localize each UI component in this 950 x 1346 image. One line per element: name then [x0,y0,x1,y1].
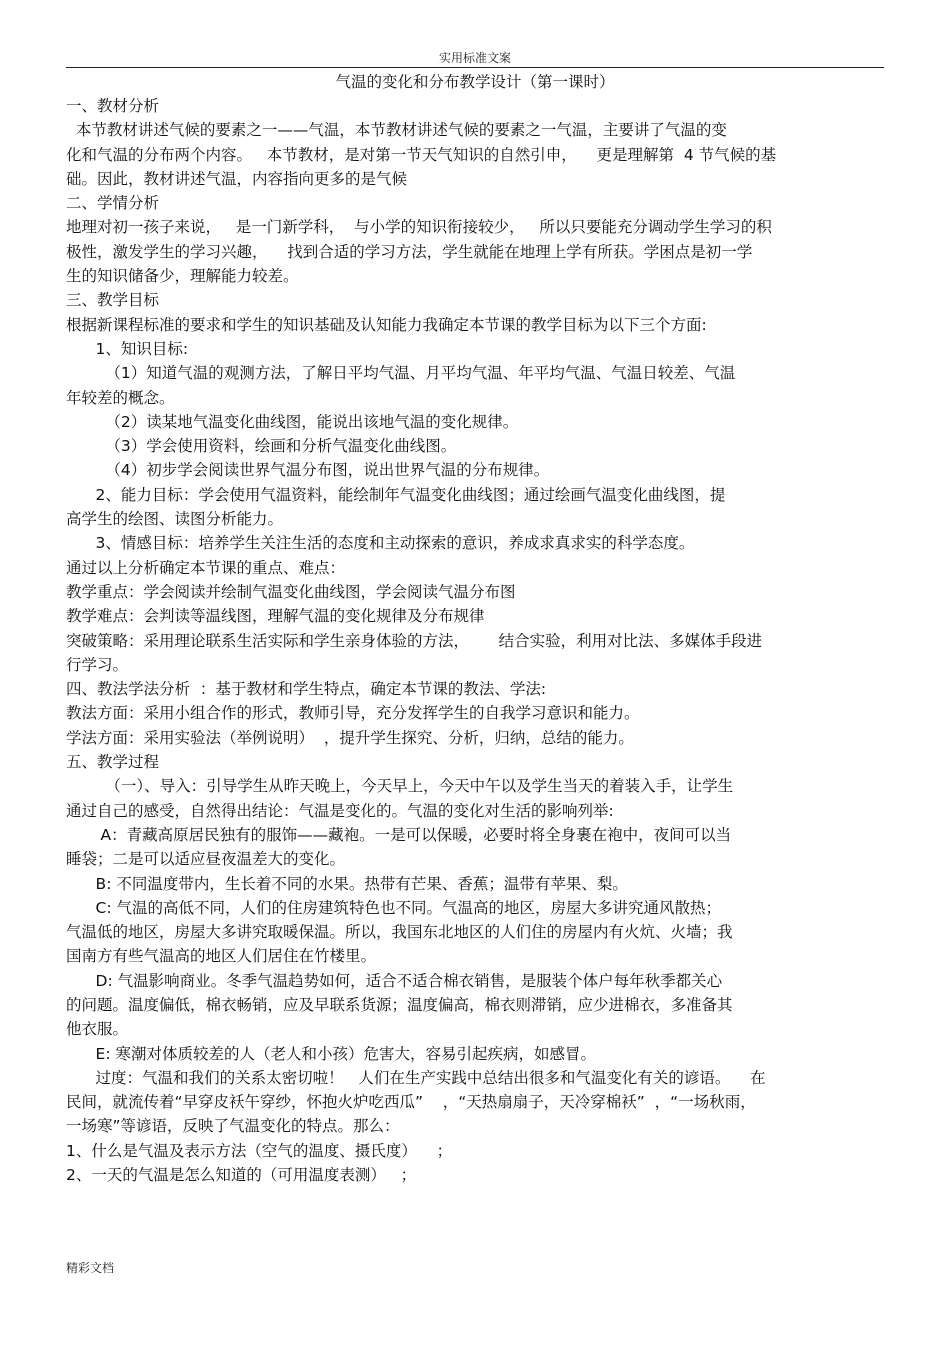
text-line: 础。因此，教材讲述气温，内容指向更多的是气候 [66,169,408,188]
text-line: 一场寒”等谚语，反映了气温变化的特点。那么： [66,1117,400,1136]
text-line: 地理对初一孩子来说， 是一门新学科， 与小学的知识衔接较少， 所以只要能充分调动学生学习的积 [66,218,772,237]
text-line: 国南方有些气温高的地区人们居住在竹楼里。 [66,947,377,966]
text-line: 教学重点：学会阅读并绘制气温变化曲线图，学会阅读气温分布图 [66,582,516,601]
text-line: 年较差的概念。 [66,388,175,407]
text-line: 过度：气温和我们的关系太密切啦！ 人们在生产实践中总结出很多和气温变化有关的谚语。 在 [66,1068,766,1087]
text-line: 五、教学过程 [66,753,160,772]
text-line: 生的知识储备少，理解能力较差。 [66,267,299,286]
text-line: 1、知识目标: [66,339,189,358]
text-line: 3、情感目标：培养学生关注生活的态度和主动探索的意识，养成求真求实的科学态度。 [66,534,695,553]
text-line: 三、教学目标 [66,291,160,310]
text-line: 教法方面：采用小组合作的形式，教师引导，充分发挥学生的自我学习意识和能力。 [66,704,640,723]
document-body [66,94,886,1187]
text-line: 他衣服。 [66,1020,129,1039]
text-line: 学法方面：采用实验法（举例说明） ，提升学生探究、分析，归纳，总结的能力。 [66,728,634,747]
text-line: E: 寒潮对体质较差的人（老人和小孩）危害大，容易引起疾病，如感冒。 [66,1044,597,1063]
text-line: （1）知道气温的观测方法，了解日平均气温、月平均气温、年平均气温、气温日较差、气温 [66,364,736,383]
text-line: 突破策略：采用理论联系生活实际和学生亲身体验的方法， 结合实验，利用对比法、多媒体手段进 [66,631,763,650]
text-line: 根据新课程标准的要求和学生的知识基础及认知能力我确定本节课的教学目标为以下三个方面: [66,315,707,334]
text-line: 极性，激发学生的学习兴趣， 找到合适的学习方法，学生就能在地理上学有所获。学困点是初一学 [66,242,753,261]
page-footer: 精彩文档 [66,1261,115,1275]
text-line: 2、一天的气温是怎么知道的（可用温度表测） ； [66,1166,417,1185]
text-line: 行学习。 [66,655,129,674]
text-line: 本节教材讲述气候的要素之一——气温，本节教材讲述气候的要素之一气温，主要讲了气温的变 [66,121,727,140]
text-line: A：青藏高原居民独有的服饰——藏袍。一是可以保暖，必要时将全身裹在袍中，夜间可以当 [66,825,732,844]
document-title: 气温的变化和分布教学设计（第一课时） [335,73,615,91]
text-line: 教学难点：会判读等温线图，理解气温的变化规律及分布规律 [66,607,485,626]
text-line: 的问题。温度偏低，棉衣畅销，应及早联系货源；温度偏高，棉衣则滞销，应少进棉衣，多准备其 [66,995,733,1014]
text-line: （2）读某地气温变化曲线图，能说出该地气温的变化规律。 [66,412,519,431]
text-line: 化和气温的分布两个内容。 本节教材，是对第一节天气知识的自然引申， 更是理解第 4 节气候的基 [66,145,777,164]
text-line: 1、什么是气温及表示方法（空气的温度、摄氏度） ； [66,1141,453,1160]
text-line: 通过自己的感受，自然得出结论：气温是变化的。气温的变化对生活的影响列举: [66,801,614,820]
text-line: 2、能力目标：学会使用气温资料，能绘制年气温变化曲线图；通过绘画气温变化曲线图，提 [66,485,726,504]
text-line: 四、教法学法分析 ：基于教材和学生特点，确定本节课的教法、学法: [66,680,547,699]
text-line: （4）初步学会阅读世界气温分布图，说出世界气温的分布规律。 [66,461,550,480]
text-line: D: 气温影响商业。冬季气温趋势如何，适合不适合棉衣销售，是服装个体户每年秋季都关心 [66,971,723,990]
header-rule [66,67,884,68]
text-line: 一、教材分析 [66,97,160,115]
text-line: （一）、导入：引导学生从昨天晚上，今天早上，今天中午以及学生当天的着装入手，让学生 [66,777,734,796]
text-line: 气温低的地区，房屋大多讲究取暖保温。所以，我国东北地区的人们住的房屋内有火炕、火墙；我 [66,923,733,942]
text-line: 睡袋；二是可以适应昼夜温差大的变化。 [66,850,346,869]
page-header: 实用标准文案 [438,51,511,65]
text-line: 高学生的绘图、读图分析能力。 [66,510,284,529]
text-line: （3）学会使用资料，绘画和分析气温变化曲线图。 [66,437,457,456]
text-line: B: 不同温度带内，生长着不同的水果。热带有芒果、香蕉；温带有苹果、梨。 [66,874,628,893]
text-line: 通过以上分析确定本节课的重点、难点： [66,558,346,577]
text-line: C: 气温的高低不同，人们的住房建筑特色也不同。气温高的地区，房屋大多讲究通风散热； [66,898,722,917]
text-line: 民间，就流传着“早穿皮袄午穿纱，怀抱火炉吃西瓜” ，“天热扇扇子，天冷穿棉袄” ，“一场秋雨， [66,1093,756,1112]
text-line: 二、学情分析 [66,194,160,213]
